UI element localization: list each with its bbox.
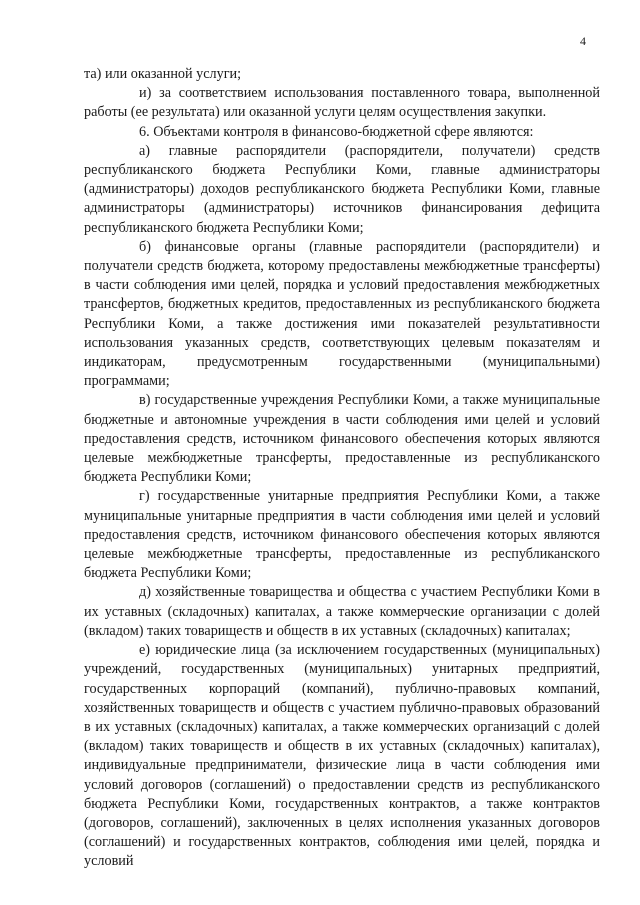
paragraph-item-d: д) хозяйственные товарищества и общества с участием Республики Коми в их уставных (складочных) капиталах, а также коммерческие организации с долей (вкладом) таких товариществ и обществ в их уставных (складочных) капиталах; xyxy=(84,584,600,639)
paragraph-item-g: г) государственные унитарные предприятия Республики Коми, а также муниципальные унитарные предприятия в части соблюдения ими целей и условий предоставления средств, источником финансового обеспечения которых являются целевые межбюджетные трансферты, предоставленные из республиканского бюджета Республики Коми; xyxy=(84,488,600,582)
paragraph-section-6: 6. Объектами контроля в финансово-бюджетной сфере являются: xyxy=(139,123,534,140)
paragraph-continuation: та) или оказанной услуги; xyxy=(84,66,242,82)
paragraph-item-b: б) финансовые органы (главные распорядители (распорядители) и получатели средств бюджета, которому предоставлены межбюджетные трансферты) в части соблюдения ими целей, порядка и условий предоставления межбюджетных трансфертов, бюджетных кредитов, предоставленных из республиканского бюджета Республики Коми, а также достижения ими показателей результативности использования указанных средств, соответствующих целевым показателям и индикаторам, предусмотренным государственными (муниципальными) программами; xyxy=(84,238,600,390)
paragraph-item-e: е) юридические лица (за исключением государственных (муниципальных) учреждений, государственных (муниципальных) унитарных предприятий, государственных корпораций (компаний), публично-правовых компаний, хозяйственных товариществ и обществ с участием публично-правовых образований в их уставных (складочных) капиталах, а также коммерческих организаций с долей (вкладом) таких товариществ и обществ в их уставных (складочных) капиталах), индивидуальные предприниматели, физические лица в части соблюдения ими условий договоров (соглашений) о предоставлении средств из республиканского бюджета Республики Коми, государственных контрактов, а также контрактов (договоров, соглашений), заключенных в целях исполнения указанных договоров (соглашений) и государственных контрактов, соблюдения ими целей, порядка и условий xyxy=(84,642,600,870)
paragraph-item-a: а) главные распорядители (распорядители, получатели) средств республиканского бюджета Республики Коми, главные администраторы (администраторы) доходов республиканского бюджета Республики Коми, главные администраторы (администраторы) источников финансирования дефицита республиканского бюджета Республики Коми; xyxy=(84,142,600,236)
paragraph-item-v: в) государственные учреждения Республики Коми, а также муниципальные бюджетные и автономные учреждения в части соблюдения ими целей и условий предоставления средств, источником финансового обеспечения которых являются целевые межбюджетные трансферты, предоставленные из республиканского бюджета Республики Коми; xyxy=(84,392,600,486)
page-number: 4 xyxy=(580,34,586,48)
document-body xyxy=(84,65,600,872)
paragraph-item-i: и) за соответствием использования поставленного товара, выполненной работы (ее результата) или оказанной услуги целям осуществления закупки. xyxy=(84,85,600,121)
